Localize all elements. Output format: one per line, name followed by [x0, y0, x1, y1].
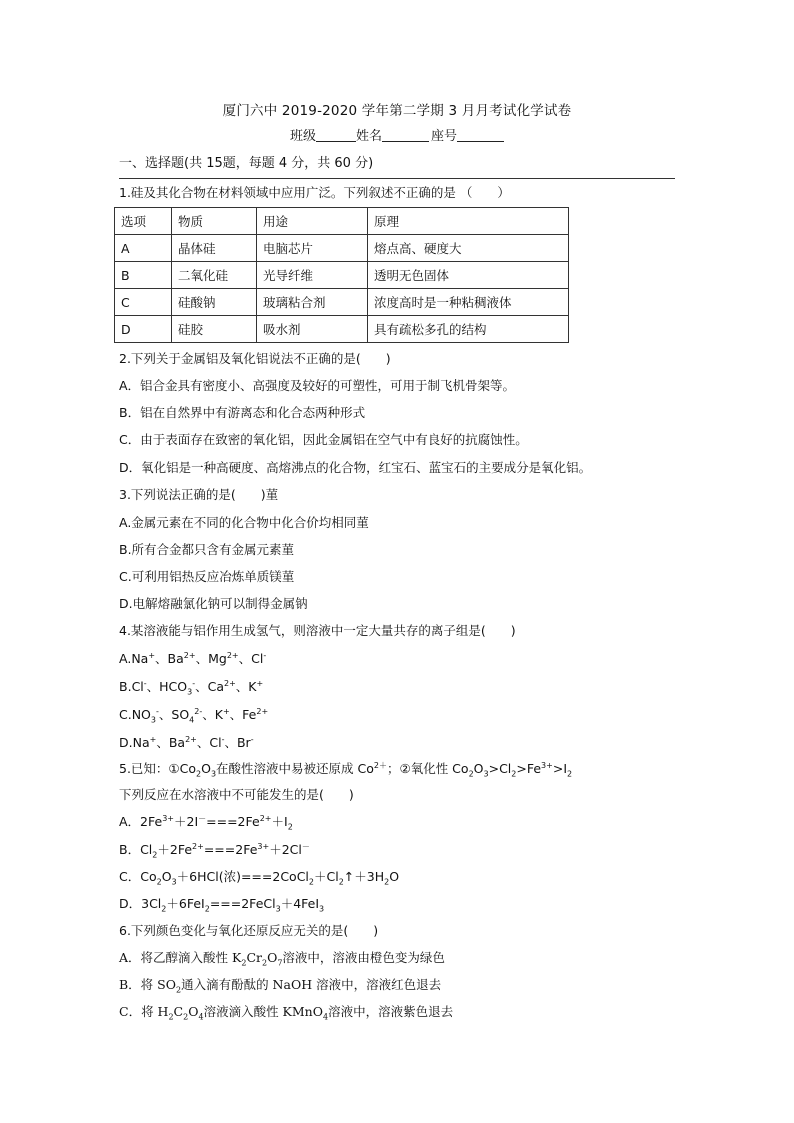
table-cell: 光导纤维	[257, 262, 368, 289]
q4-option-a	[119, 649, 266, 667]
subscript: 2	[183, 1012, 189, 1022]
q5-option-a	[119, 812, 293, 830]
seat-label: 座号	[431, 129, 458, 144]
subscript: 2	[261, 958, 268, 968]
class-blank[interactable]	[316, 127, 356, 142]
table-cell: 吸水剂	[257, 316, 368, 343]
text: ＋6FeI	[166, 896, 205, 911]
exam-title: 厦门六中 2019-2020 学年第二学期 3 月月考试化学试卷	[222, 103, 572, 119]
table-cell: 二氧化硅	[172, 262, 257, 289]
table-cell: C	[115, 289, 172, 316]
text: ＋2Cl	[269, 842, 302, 857]
text: 溶液滴入酸性 KMnO	[203, 1004, 323, 1019]
text: 、Ca	[195, 679, 224, 694]
text: B.	[119, 679, 132, 694]
subscript: 2	[287, 822, 293, 832]
q3-stem: 3.下列说法正确的是( )菫	[119, 487, 279, 502]
q4-option-b	[119, 677, 263, 695]
q4-stem: 4.某溶液能与铝作用生成氢气，则溶液中一定大量共存的离子组是( )	[119, 623, 516, 638]
subscript: 2	[156, 877, 162, 887]
q1-stem: 1.硅及其化合物在材料领域中应用广泛。下列叙述不正确的是 （ ）	[119, 185, 510, 200]
q3-option-c: C.可利用铝热反应冶炼单质镁菫	[119, 569, 295, 584]
subscript: 2	[384, 877, 390, 887]
text: O	[161, 869, 172, 884]
subscript: 2	[175, 985, 182, 995]
text: ＋2Fe	[157, 842, 193, 857]
subscript: 7	[277, 958, 283, 968]
text: Na	[132, 735, 150, 750]
student-info-line	[0, 125, 794, 144]
name-label: 姓名	[355, 129, 382, 144]
q6-option-a	[119, 948, 445, 966]
text: B．将 SO	[119, 977, 176, 992]
table-cell: 熔点高、硬度大	[368, 235, 569, 262]
text: O	[473, 761, 484, 776]
text: 、Br	[224, 735, 251, 750]
subscript: 3	[171, 877, 177, 887]
subscript: 3	[187, 687, 193, 697]
text: 、Mg	[195, 651, 227, 666]
table-cell: 浓度高时是一种粘稠液体	[368, 289, 569, 316]
text: >I	[552, 761, 568, 776]
text: ＋6HCl(浓)===2CoCl	[176, 869, 309, 884]
text: 溶液中，溶液紫色退去	[328, 1004, 454, 1019]
text: C．将 H	[119, 1004, 169, 1019]
text: 溶液中，溶液由橙色变为绿色	[282, 950, 445, 965]
text: ；②氧化性 Co	[387, 761, 469, 776]
charge: -	[250, 734, 254, 744]
seat-blank[interactable]	[457, 127, 504, 142]
text: B．Cl	[119, 842, 153, 857]
q2-option-b: B．铝在自然界中有游离态和化合态两种形式	[119, 405, 366, 420]
q3-option-a: A.金属元素在不同的化合物中化合价均相同菫	[119, 515, 369, 530]
q3-option-d: D.电解熔融氯化钠可以制得金属钠	[119, 596, 308, 611]
q4-option-d	[119, 733, 254, 751]
subscript: 2	[338, 877, 344, 887]
text: ＋I	[271, 814, 288, 829]
q5-option-c	[119, 867, 399, 885]
subscript: 2	[567, 769, 573, 779]
table-cell: B	[115, 262, 172, 289]
charge: 3+	[257, 841, 270, 851]
table-header-cell: 用途	[257, 208, 368, 235]
text: C	[173, 1004, 184, 1019]
table-cell: D	[115, 316, 172, 343]
table-cell: 硅酸钠	[172, 289, 257, 316]
subscript: 4	[189, 715, 195, 725]
charge: －	[301, 841, 310, 851]
text: C．Co	[119, 869, 157, 884]
text: ＋Cl	[314, 869, 339, 884]
text: ＋2I	[174, 814, 199, 829]
charge: 2+	[226, 650, 239, 660]
table-cell: 硅胶	[172, 316, 257, 343]
charge: 3+	[541, 760, 553, 770]
charge: +	[148, 650, 156, 660]
charge: -	[143, 678, 147, 688]
subscript: 2	[308, 877, 314, 887]
text: 、K	[235, 679, 257, 694]
text: A．2Fe	[119, 814, 163, 829]
text: O	[267, 950, 278, 965]
charge: +	[222, 706, 230, 716]
subscript: 4	[322, 1012, 329, 1022]
table-cell: 电脑芯片	[257, 235, 368, 262]
charge: -	[156, 706, 159, 716]
text: Cr	[246, 950, 262, 965]
charge: -	[263, 650, 267, 660]
text: >Fe	[516, 761, 542, 776]
text: C.	[119, 707, 132, 722]
table-row	[115, 316, 569, 343]
charge: －	[198, 813, 207, 823]
section-heading: 一、选择题(共 15题，每题 4 分，共 60 分)	[119, 156, 374, 171]
q2-option-d: D．氧化铝是一种高硬度、高熔沸点的化合物，红宝石、蓝宝石的主要成分是氧化铝。	[119, 460, 592, 475]
q6-option-c	[119, 1002, 453, 1020]
charge: 2-	[194, 706, 203, 716]
text: 、Ba	[155, 651, 184, 666]
subscript: 2	[168, 1012, 174, 1022]
table-row	[115, 262, 569, 289]
q2-stem: 2.下列关于金属铝及氧化铝说法不正确的是( )	[119, 351, 391, 366]
text: 、Cl	[238, 651, 264, 666]
charge: -	[221, 734, 225, 744]
text: A.	[119, 651, 132, 666]
q5-option-b	[119, 840, 310, 858]
section-divider	[119, 178, 675, 179]
table-header-row	[115, 208, 569, 235]
q3-option-b: B.所有合金都只含有金属元素菫	[119, 542, 295, 557]
text: 、K	[202, 707, 223, 722]
name-blank[interactable]	[382, 127, 429, 142]
charge: -	[192, 678, 196, 688]
table-cell: 具有疏松多孔的结构	[368, 316, 569, 343]
subscript: 3	[319, 904, 325, 914]
q6-option-b	[119, 975, 441, 993]
table-header-cell: 物质	[172, 208, 257, 235]
charge: 2+	[183, 650, 196, 660]
subscript: 2	[468, 769, 474, 779]
text: ＋4FeI	[280, 896, 320, 911]
table-header-cell: 原理	[368, 208, 569, 235]
q5-given	[119, 759, 572, 777]
q6-stem: 6.下列颜色变化与氧化还原反应无关的是( )	[119, 923, 379, 938]
text: NO	[131, 707, 151, 722]
text: 5.已知：①Co	[119, 761, 197, 776]
q2-option-c: C．由于表面存在致密的氧化铝，因此金属铝在空气中有良好的抗腐蚀性。	[119, 432, 528, 447]
subscript: 2	[204, 904, 210, 914]
text: D.	[119, 735, 133, 750]
q4-option-c	[119, 705, 268, 723]
subscript: 4	[198, 1012, 204, 1022]
table-cell: A	[115, 235, 172, 262]
text: 、SO	[158, 707, 190, 722]
text: D．3Cl	[119, 896, 162, 911]
text: 、Cl	[196, 735, 222, 750]
charge: 2+	[259, 813, 272, 823]
charge: 2+	[256, 706, 269, 716]
text: >Cl	[488, 761, 512, 776]
charge: 2+	[224, 678, 236, 688]
subscript: 3	[150, 715, 156, 725]
charge: 2+	[192, 841, 204, 851]
text: O	[389, 869, 400, 884]
text: 在酸性溶液中易被还原成 Co	[216, 761, 374, 776]
subscript: 2	[196, 769, 202, 779]
text: O	[188, 1004, 199, 1019]
table-header-cell: 选项	[115, 208, 172, 235]
charge: 2＋	[373, 760, 387, 770]
charge: +	[149, 734, 157, 744]
q5-option-d	[119, 894, 324, 912]
text: 、Ba	[156, 735, 186, 750]
charge: 2+	[185, 734, 197, 744]
q1-options-table	[114, 207, 569, 343]
text: 、HCO	[146, 679, 188, 694]
table-cell: 玻璃粘合剂	[257, 289, 368, 316]
table-cell: 晶体硅	[172, 235, 257, 262]
text: Cl	[131, 679, 144, 694]
subscript: 2	[161, 904, 167, 914]
subscript: 2	[152, 850, 158, 860]
charge: 3+	[162, 813, 174, 823]
text: 、Fe	[229, 707, 257, 722]
subscript: 2	[241, 958, 247, 968]
text: ===2Fe	[203, 842, 258, 857]
class-label: 班级	[289, 129, 316, 144]
text: O	[201, 761, 211, 776]
text: Na	[131, 651, 149, 666]
table-row	[115, 235, 569, 262]
subscript: 3	[483, 769, 489, 779]
text: ↑＋3H	[343, 869, 385, 884]
subscript: 3	[275, 904, 281, 914]
subscript: 3	[210, 769, 217, 779]
subscript: 2	[511, 769, 517, 779]
q2-option-a: A．铝合金具有密度小、高强度及较好的可塑性，可用于制飞机骨架等。	[119, 378, 516, 393]
q5-stem: 下列反应在水溶液中不可能发生的是( )	[119, 787, 354, 802]
text: A．将乙醇滴入酸性 K	[119, 950, 242, 965]
text: 通入滴有酚酞的 NaOH 溶液中，溶液红色退去	[181, 977, 442, 992]
table-row	[115, 289, 569, 316]
text: ===2FeCl	[209, 896, 276, 911]
charge: +	[256, 678, 264, 688]
text: ===2Fe	[206, 814, 260, 829]
table-cell: 透明无色固体	[368, 262, 569, 289]
